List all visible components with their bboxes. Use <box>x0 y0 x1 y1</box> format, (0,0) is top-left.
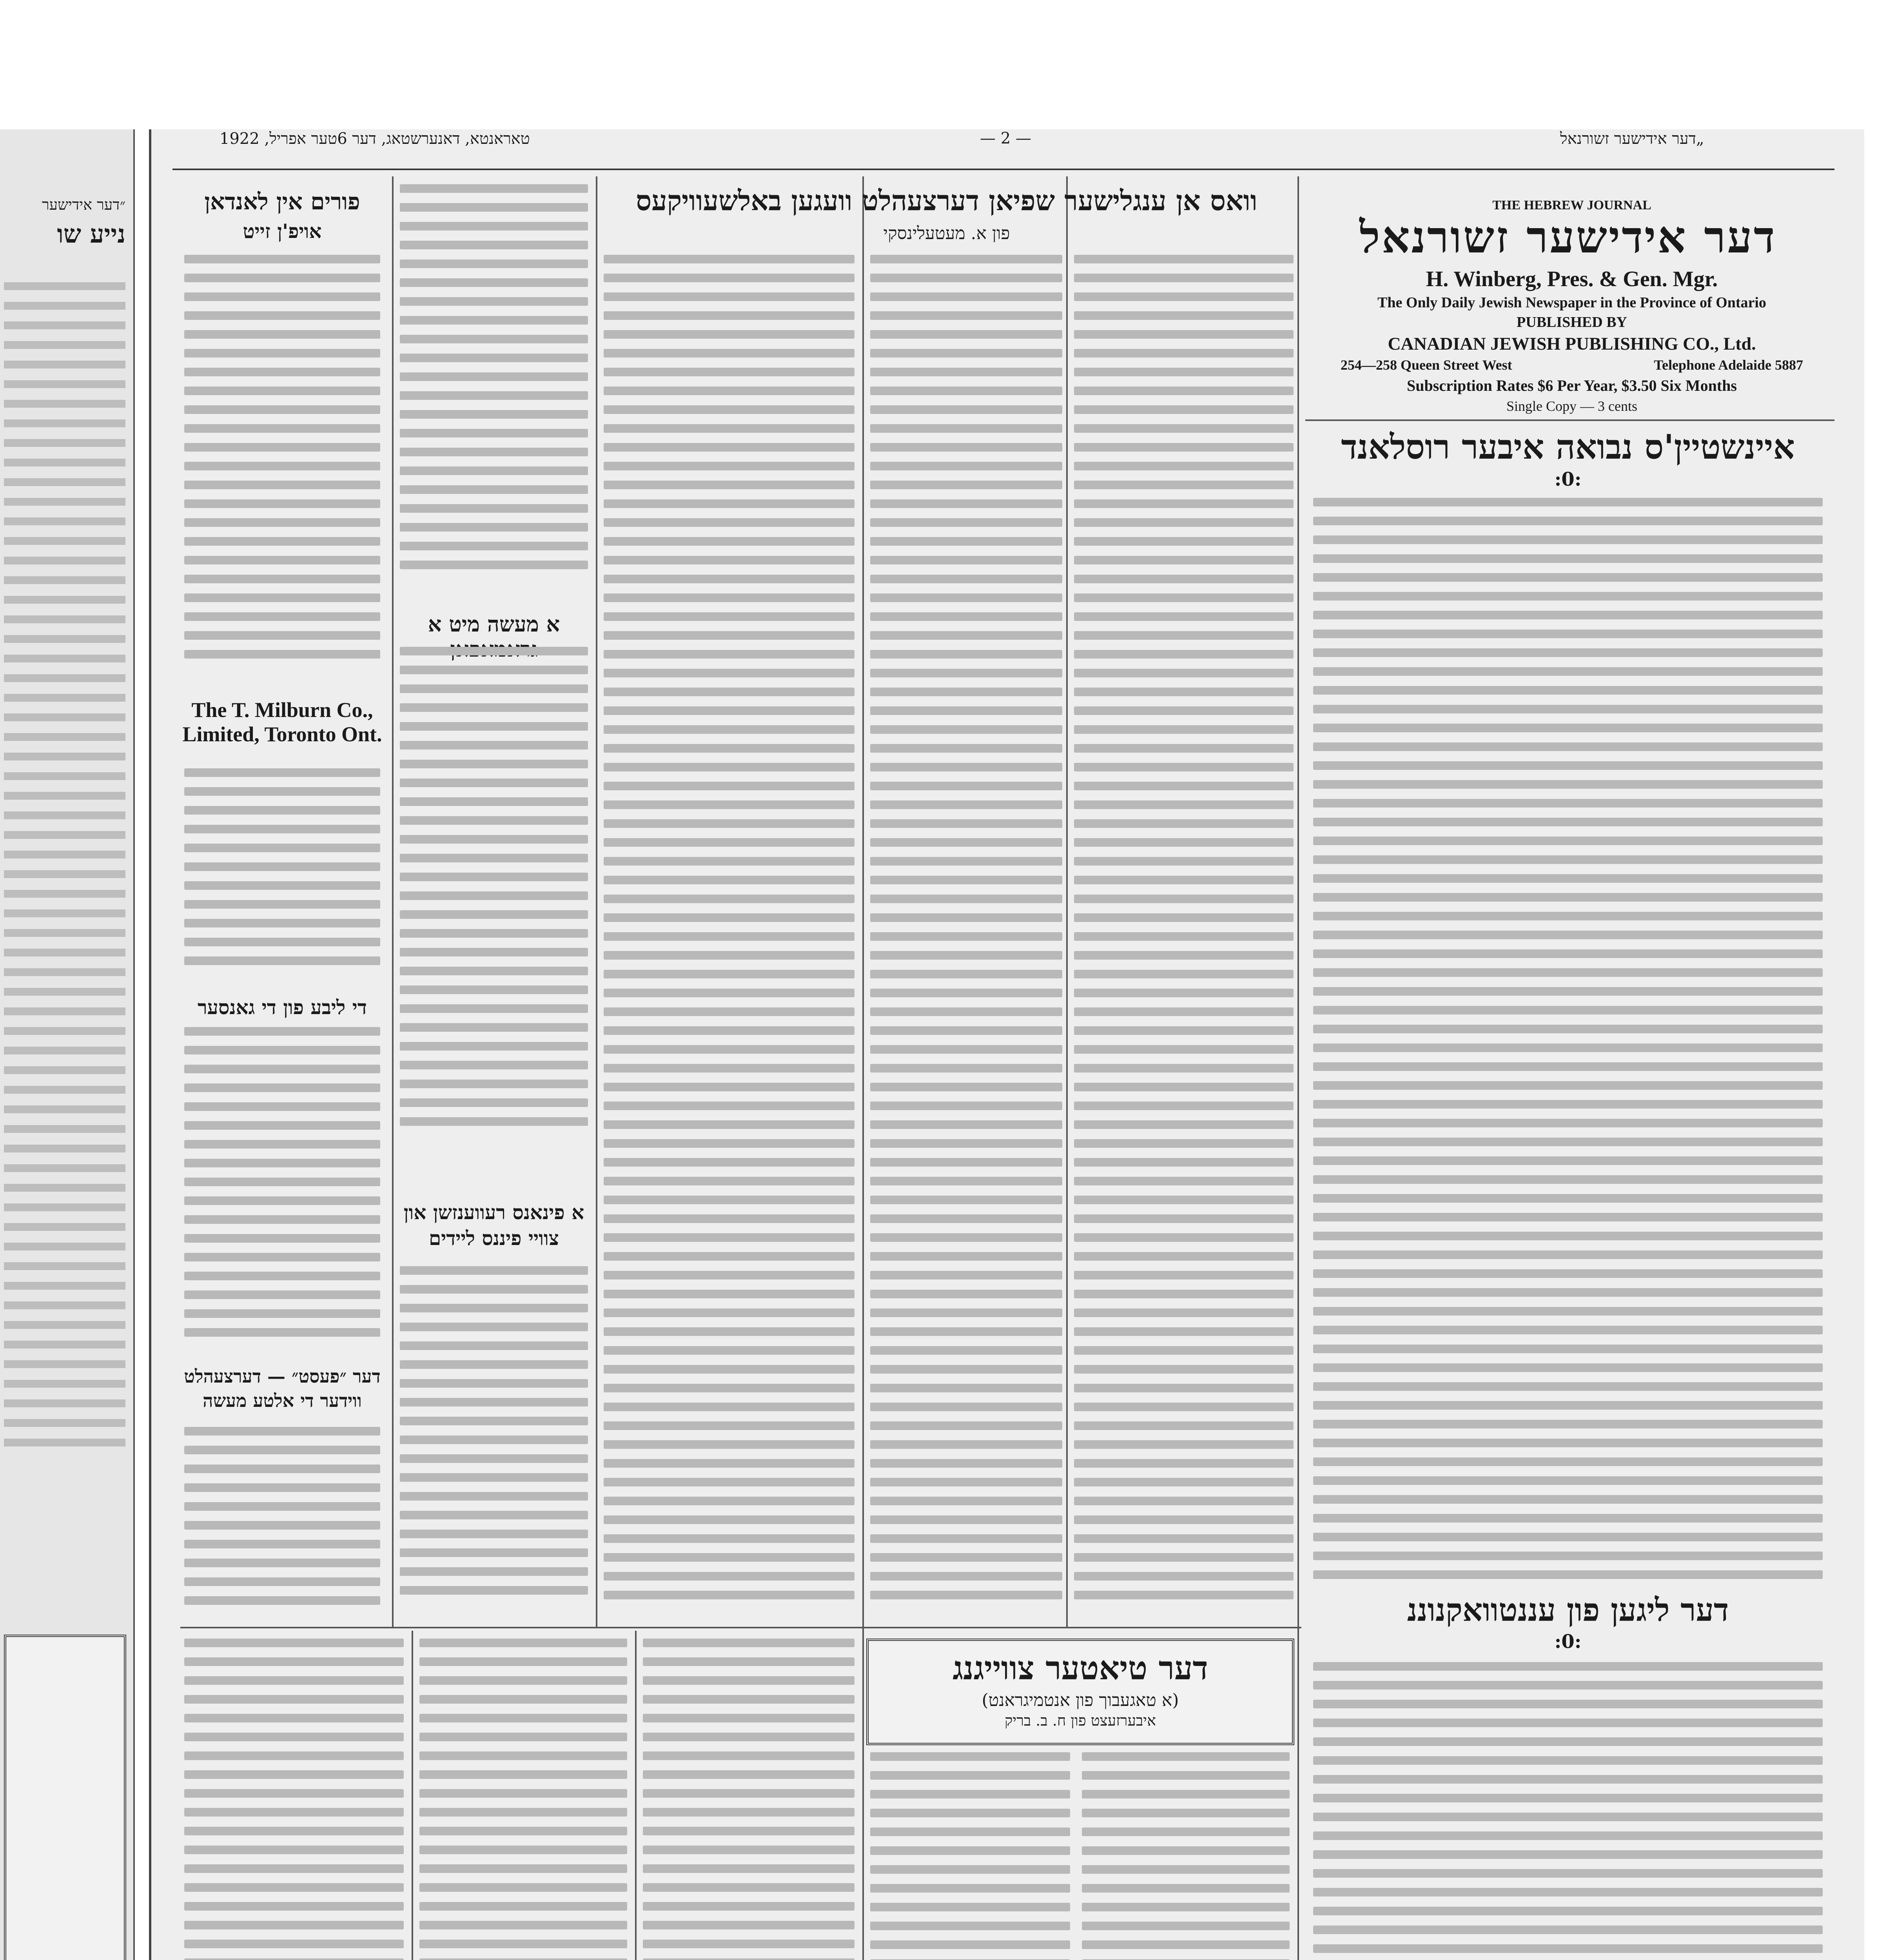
life-article-divider: :0: <box>1554 1631 1582 1653</box>
purim-article-subtitle: אויפ'ן זייט <box>243 220 322 243</box>
theater-article-box <box>866 1639 1294 1745</box>
masthead-single-copy: Single Copy — 3 cents <box>1506 398 1637 414</box>
column-rule <box>392 176 394 1627</box>
love-of-geese-title: די ליבע פון די גאנסער <box>198 996 367 1019</box>
masthead-publisher: CANADIAN JEWISH PUBLISHING CO., Ltd. <box>1388 334 1756 354</box>
pest-article-body <box>184 1427 380 1619</box>
header-paper-title: „דער אידישער זשורנאל <box>1560 130 1704 148</box>
masthead-tagline: The Only Daily Jewish Newspaper in the Province of Ontario <box>1377 294 1766 311</box>
einstein-article-body <box>1313 498 1823 1580</box>
previous-page-headline: נייע שו <box>57 220 125 249</box>
theater-article-byline: איבערזעצט פון ח. ב. בריק <box>1004 1712 1156 1729</box>
masthead-address: 254—258 Queen Street West <box>1341 357 1512 373</box>
column-rule <box>1297 176 1299 1960</box>
gramophone-story-title: א מעשה מיט א <box>428 612 560 637</box>
masthead-manager: H. Winberg, Pres. & Gen. Mgr. <box>1426 267 1718 291</box>
column-rule <box>596 176 597 1627</box>
gramophone-story-body <box>400 647 588 1149</box>
continuation-column-c <box>184 1639 404 1960</box>
bolsheviks-article-body-center <box>870 255 1062 1619</box>
header-rule <box>172 169 1834 170</box>
column-rule <box>412 1631 413 1960</box>
masthead-english-title: THE HEBREW JOURNAL <box>1492 198 1651 212</box>
theater-article-body-right <box>1082 1752 1290 1960</box>
finance-article-title: א פינאנס רעווענזשן און צוויי פיננס ליידים <box>403 1201 584 1250</box>
column-text-top <box>400 184 588 596</box>
header-date: טאראנטא, דאנערשטאג, דער 6טער אפריל, 1922 <box>220 130 530 148</box>
milburn-company-ad: The T. Milburn Co., Limited, Toronto Ont. <box>182 698 382 746</box>
einstein-article-divider: :0: <box>1554 468 1582 490</box>
bolsheviks-article-body-right <box>1074 255 1294 1619</box>
finance-article-body <box>400 1266 588 1619</box>
theater-article-body-left <box>870 1752 1070 1960</box>
bolsheviks-article-title: וואס אן ענגלישער שפיאן דערצעהלט וועגען באלשעוויקעס <box>636 184 1257 217</box>
section-rule <box>180 1627 1301 1628</box>
previous-page-advertisement <box>4 1635 126 1960</box>
continuation-column-b <box>419 1639 627 1960</box>
masthead-subscription: Subscription Rates $6 Per Year, $3.50 Six Months <box>1407 377 1737 394</box>
life-article-title: דער ליגען פון עננטוואקנוננ <box>1407 1592 1729 1628</box>
previous-page-sliver <box>0 129 135 1960</box>
masthead-published-by: PUBLISHED BY <box>1517 314 1627 330</box>
column-rule <box>635 1631 637 1960</box>
masthead-telephone: Telephone Adelaide 5887 <box>1654 357 1803 373</box>
theater-article-title: דער טיאטער צווייגנג <box>953 1650 1208 1687</box>
continuation-column-a <box>643 1639 855 1960</box>
purim-article-title: פורים אין לאנדאן <box>204 188 360 215</box>
header-page-number: — 2 — <box>980 129 1031 147</box>
milburn-ad-body <box>184 768 380 988</box>
love-of-geese-body <box>184 1027 380 1356</box>
pest-article-title: דער ״פעסט״ — דערצעהלט ווידער די אלטע מעשה <box>184 1366 381 1411</box>
bolsheviks-article-byline: פון א. מעטעלינסקי <box>883 223 1010 243</box>
masthead-rule <box>1305 419 1834 421</box>
masthead-hebrew-title: דער אידישער זשורנאל <box>1359 212 1776 263</box>
bolsheviks-article-body-left <box>604 255 855 1619</box>
previous-page-text-block <box>4 270 125 1603</box>
column-rule <box>1066 176 1068 1627</box>
theater-article-subtitle: (א טאגעבוך פון אנטמיגראנט) <box>982 1690 1179 1710</box>
column-rule <box>862 176 864 1960</box>
purim-article-body <box>184 255 380 686</box>
previous-page-top-title: ״דער אידישער <box>42 196 125 213</box>
life-article-body <box>1313 1662 1823 1960</box>
einstein-article-title: איינשטיין'ס נבואה איבער רוסלאנד <box>1341 427 1795 467</box>
